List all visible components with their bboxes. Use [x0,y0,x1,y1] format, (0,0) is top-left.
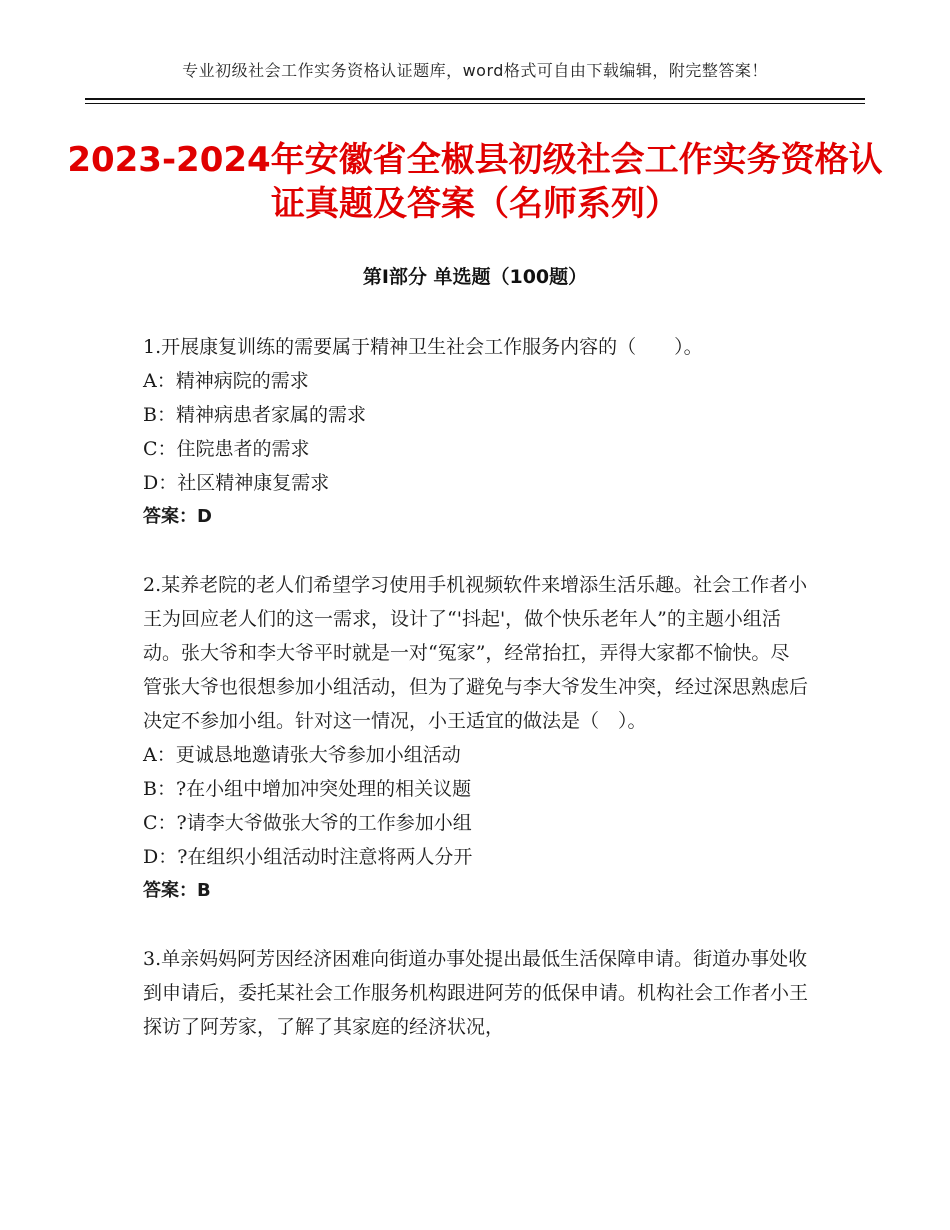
question-3 [143,942,808,1044]
answer-label: 答案：D [143,506,212,527]
question-stem: 3.单亲妈妈阿芳因经济困难向街道办事处提出最低生活保障申请。街道办事处收到申请后，委托某社会工作服务机构跟进阿芳的低保申请。机构社会工作者小王探访了阿芳家，了解了其家庭的经济状况， [143,948,809,1038]
option-c: C：住院患者的需求 [143,438,310,460]
option-d: D：社区精神康复需求 [143,472,330,494]
header-divider-thin [85,103,865,104]
section-heading: 第Ⅰ部分 单选题（100题） [362,266,588,288]
page-header-note: 专业初级社会工作实务资格认证题库，word格式可自由下载编辑，附完整答案！ [182,61,768,80]
spacer [143,908,808,942]
question-stem: 1.开展康复训练的需要属于精神卫生社会工作服务内容的（ ）。 [143,336,703,358]
answer-label: 答案：B [143,880,211,901]
question-stem: 2.某养老院的老人们希望学习使用手机视频软件来增添生活乐趣。社会工作者小王为回应老人们的这一需求，设计了“'抖起'，做个快乐老年人”的主题小组活动。张大爷和李大爷平时就是一对“冤家”，经常抬扛，弄得大家都不愉快。尽管张大爷也很想参加小组活动，但为了避免与李大爷发生冲突，经过深思熟虑后决定不参加小组。针对这一情况，小王适宜的做法是（ ）。 [143,574,809,732]
option-d: D：?在组织小组活动时注意将两人分开 [143,846,473,868]
option-a: A：更诚恳地邀请张大爷参加小组活动 [143,744,461,766]
option-b: B：?在小组中增加冲突处理的相关议题 [143,778,472,800]
header-divider-thick [85,98,865,100]
option-c: C：?请李大爷做张大爷的工作参加小组 [143,812,472,834]
spacer [143,534,808,568]
question-list [143,330,808,1044]
question-2 [143,568,808,908]
document-title: 2023-2024年安徽省全椒县初级社会工作实务资格认证真题及答案（名师系列） [67,140,883,224]
option-a: A：精神病院的需求 [143,370,309,392]
question-1 [143,330,808,534]
option-b: B：精神病患者家属的需求 [143,404,366,426]
